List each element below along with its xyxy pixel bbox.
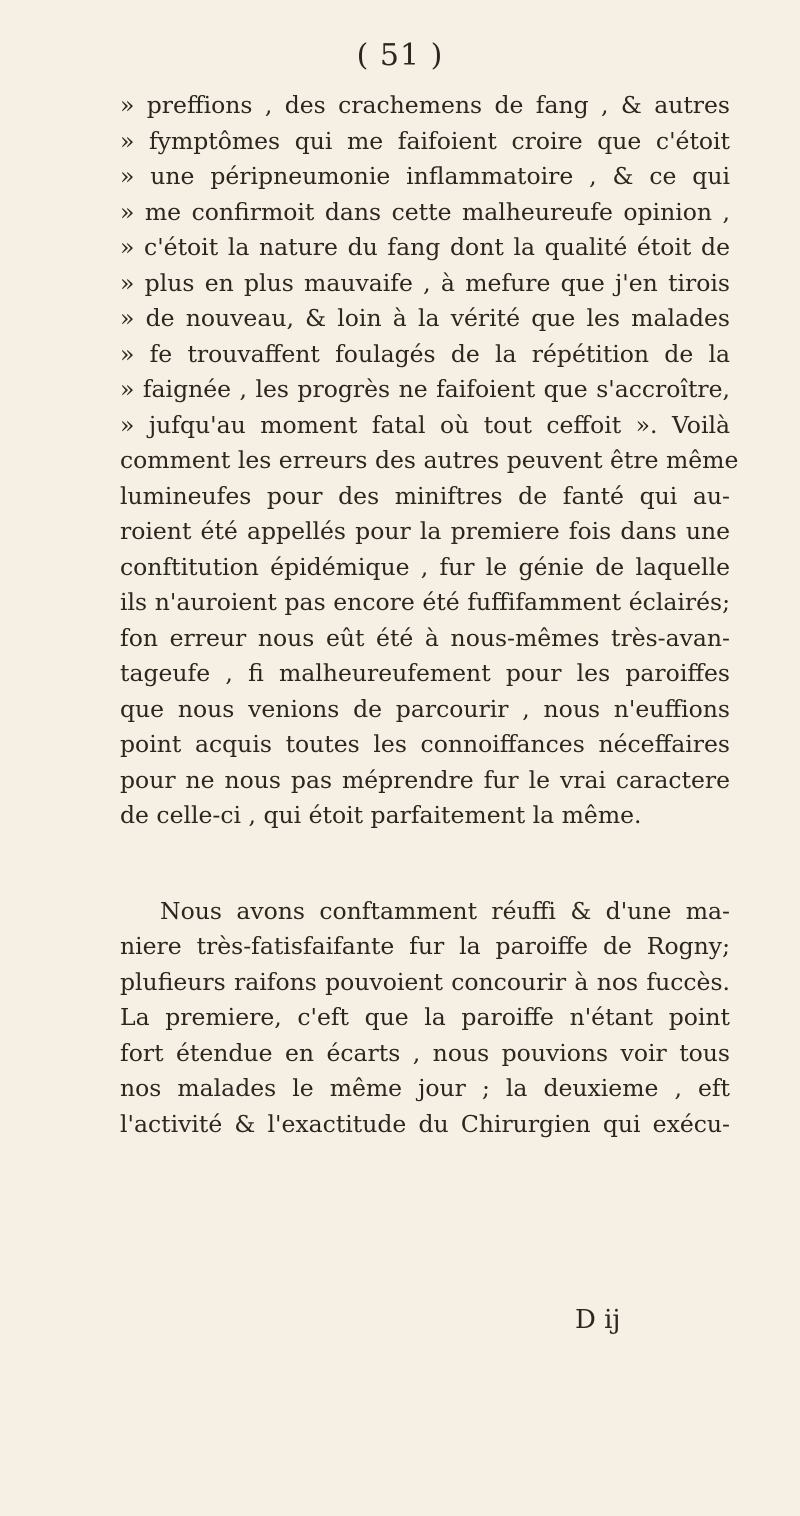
text-line: » preffions , des crachemens de fang , & autres bbox=[120, 91, 730, 119]
body-text bbox=[120, 88, 739, 1142]
text-line: fon erreur nous eût été à nous-mêmes très-avan- bbox=[120, 623, 730, 652]
text-line: comment les erreurs des autres peuvent être même bbox=[120, 446, 739, 474]
text-line: conftitution épidémique , fur le génie de laquelle bbox=[120, 552, 730, 581]
text-line: » fymptômes qui me faifoient croire que c'étoit bbox=[120, 126, 730, 155]
text-line: » de nouveau, & loin à la vérité que les malades bbox=[120, 304, 730, 332]
text-line: » une péripneumonie inflammatoire , & ce qui bbox=[120, 162, 730, 190]
text-line: point acquis toutes les connoiffances néceffaires bbox=[120, 730, 730, 758]
text-line: La premiere, c'eft que la paroiffe n'étant point bbox=[120, 1003, 730, 1031]
text-line: fort étendue en écarts , nous pouvions voir tous bbox=[120, 1038, 730, 1067]
text-line: » faignée , les progrès ne faifoient que s'accroître, bbox=[120, 375, 730, 403]
text-line: » fe trouvaffent foulagés de la répétition de la bbox=[120, 339, 730, 368]
text-line: ils n'auroient pas encore été fuffifamment éclairés; bbox=[120, 588, 730, 616]
text-line: de celle-ci , qui étoit parfaitement la même. bbox=[120, 801, 642, 829]
paragraph-1 bbox=[120, 88, 739, 834]
text-line: » jufqu'au moment fatal où tout ceffoit ». Voilà bbox=[120, 410, 730, 439]
text-line: pour ne nous pas méprendre fur le vrai caractere bbox=[120, 765, 730, 794]
text-line: » plus en plus mauvaife , à mefure que j'en tirois bbox=[120, 268, 730, 297]
text-line: nos malades le même jour ; la deuxieme , eft bbox=[120, 1074, 730, 1102]
signature-mark: D ij bbox=[575, 1305, 621, 1335]
paragraph-gap bbox=[120, 834, 730, 894]
text-line: tageufe , fi malheureufement pour les paroiffes bbox=[120, 659, 730, 687]
text-line: lumineufes pour des miniftres de fanté qui au- bbox=[120, 481, 730, 510]
text-line: plufieurs raifons pouvoient concourir à nos fuccès. bbox=[120, 967, 730, 996]
page-number: ( 51 ) bbox=[356, 38, 444, 73]
text-line: niere très-fatisfaifante fur la paroiffe de Rogny; bbox=[120, 932, 730, 960]
paragraph-2 bbox=[120, 894, 730, 1143]
text-line: roient été appellés pour la premiere fois dans une bbox=[120, 517, 730, 545]
text-line: l'activité & l'exactitude du Chirurgien qui exécu- bbox=[120, 1109, 730, 1138]
text-line: » me confirmoit dans cette malheureufe opinion , bbox=[120, 197, 730, 226]
text-line: que nous venions de parcourir , nous n'euffions bbox=[120, 694, 730, 723]
text-line: » c'étoit la nature du fang dont la qualité étoit de bbox=[120, 233, 730, 261]
text-line: Nous avons conftamment réuffi & d'une ma- bbox=[160, 896, 730, 925]
